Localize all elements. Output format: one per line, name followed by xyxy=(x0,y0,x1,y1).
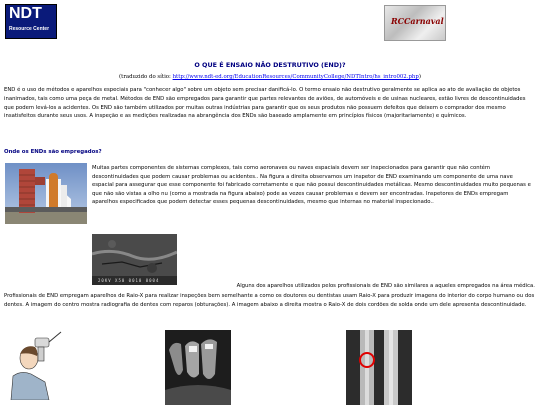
source-link[interactable]: http://www.ndt-ed.org/EducationResources/CommunityCollege/NDTIntro/hs_intro002.php xyxy=(172,74,419,80)
section-heading: Onde os ENDs são empregados? xyxy=(4,149,102,155)
weld-radiograph-image xyxy=(346,330,412,405)
micrograph-caption: 20KV X50 0010 0004 xyxy=(98,278,160,283)
shuttle-paragraph: Muitas partes componentes de sistemas complexos, tais como aeronaves ou naves espaciais devem ser inspecionados para garantir que não contém descontinuidades que podem causar problemas ou acidentes.. Na figura a direita observamos um inspetor de END examinando um componente de uma nave espacial para assegurar que esse componente foi fabricado corretamente e que não possui descontinuidades metálicas. Mesmo descontinuidades muito pequenas e que não são vistas a olho nu (como a mostrada na figura abaixo) pode as vezes causar problemas e devem ser encontradas. Inspetores de ENDs empregam aparelhos especificados que podem detectar esses pequenas descontinuidades, mesmo que internas no material inspecionado.. xyxy=(92,165,531,206)
dental-xray-patient-illustration xyxy=(5,330,65,400)
source-note xyxy=(0,74,540,80)
space-shuttle-launchpad-photo xyxy=(5,163,87,224)
devices-lead-text: Alguns dos aparelhos utilizados pelos profissionais de END são similares a aqueles empregados na área médica. xyxy=(236,283,535,289)
weld-radiograph-graphic xyxy=(346,330,412,405)
devices-paragraph: Profissionais de END empregam aparelhos de Raio-X para realizar inspeções bem semelhante a como os doutores ou dentistas usam Raio-X para produzir imagens do interior do corpo humano ou dos dentes. A imagem do centro mostra radiografia de dentes com reparos (obturações). A imagem abaixo a direita mostra o Raio-X de dois cordões de solda onde um dele apresenta descontinuidade. xyxy=(4,293,535,308)
rc-logo-text: RCCarnaval xyxy=(391,16,444,26)
page-title: O QUE É ENSAIO NÃO DESTRUTIVO (END)? xyxy=(194,61,346,69)
intro-paragraph: END é o uso de métodos e aparelhos especiais para "conhecer algo" sobre um objeto sem precisar danificá-lo. O termo ensaio não destrutivo geralmente se aplica ao ato de avaliação de objetos inanimados, tais como uma peça de metal. Métodos de END são empregados para garantir que partes relevantes de aviões, de automóveis e de usinas nucleares, estão livres de descontinuidades que podem levá-los a acidentes. Os END são também utilizados por muitas outras indústrias para garantir que os seus produtos não possuem defeitos que deixem o comprador dos mesmo insatisfeitos durante seus usos. A inspeção e as medições realizadas na abrangência dos ENDs são baseado amplamente em princípios físicos (majoritariamente) e químicos. xyxy=(4,87,526,120)
ndt-logo-text: NDT xyxy=(9,5,42,22)
rc-carnaval-logo[interactable] xyxy=(384,5,446,41)
source-suffix: ) xyxy=(418,74,421,80)
source-prefix: (traduzido do sítio: xyxy=(119,74,173,80)
dental-radiograph-image xyxy=(165,330,231,405)
dental-radiograph-graphic xyxy=(165,330,231,405)
ndt-logo-subtext: Resource Center xyxy=(9,26,50,32)
crack-micrograph-image xyxy=(92,234,177,285)
ndt-resource-center-logo[interactable] xyxy=(5,4,57,39)
